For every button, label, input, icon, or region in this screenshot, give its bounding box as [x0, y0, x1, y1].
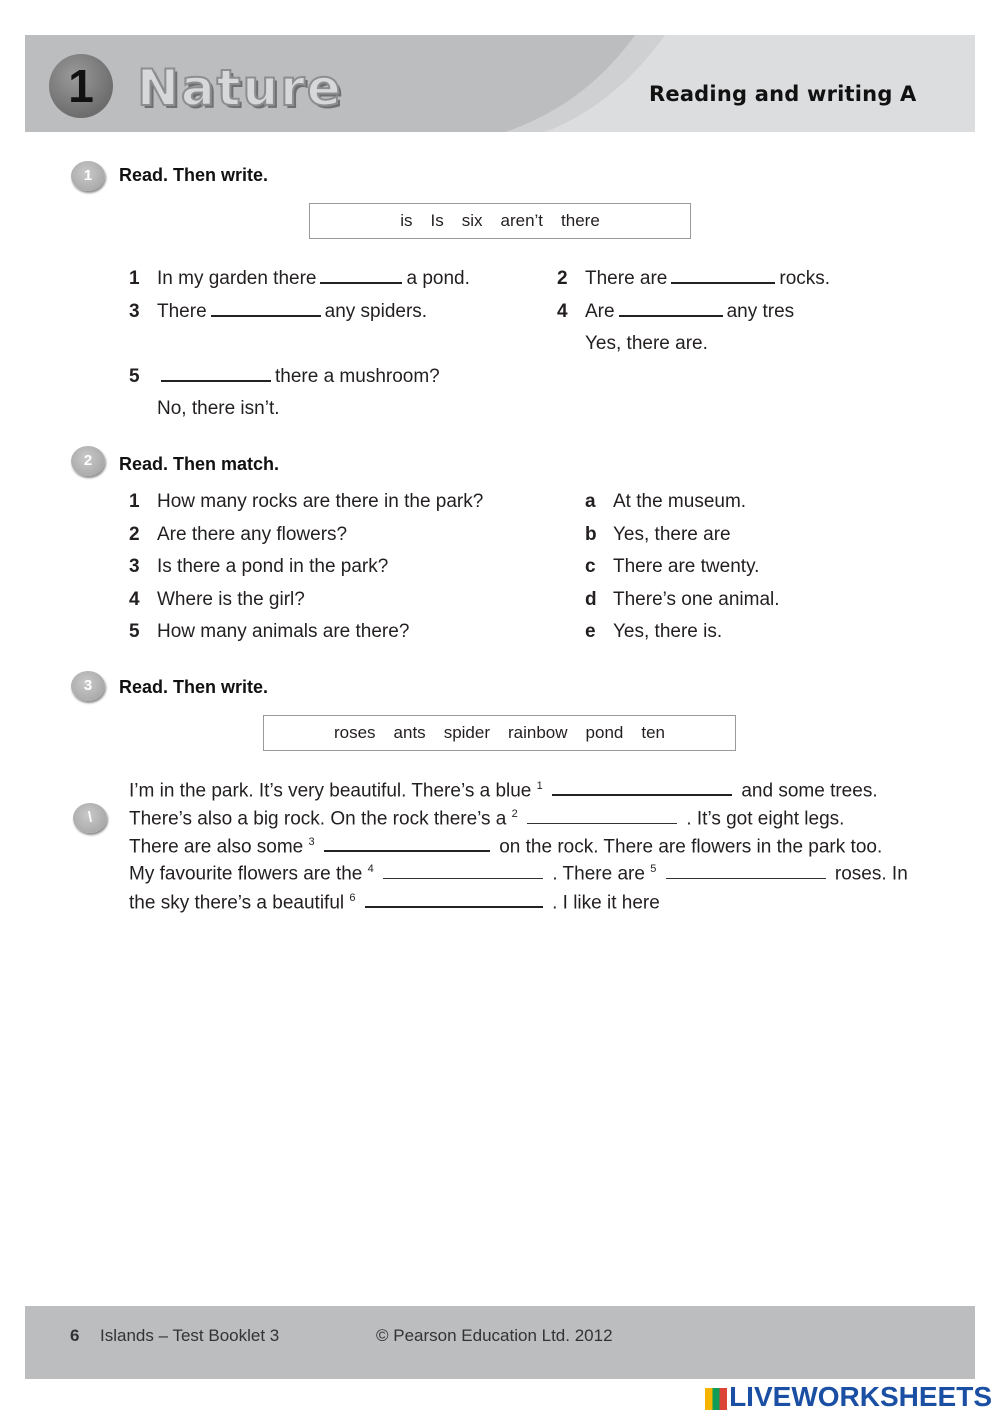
ex3-blank-1[interactable]	[552, 780, 732, 796]
passage-line-3	[129, 836, 882, 858]
answer-text: There are twenty.	[613, 556, 760, 577]
answer-letter: c	[585, 556, 596, 577]
ex1-blank-1[interactable]	[320, 268, 402, 284]
ex1-item-4-answer: Yes, there are.	[585, 333, 708, 354]
extra-badge: \	[73, 803, 107, 833]
ex3-blank-6[interactable]	[365, 892, 543, 908]
gap-number: 2	[511, 808, 518, 820]
logo-icon	[705, 1388, 727, 1410]
item-number: 2	[557, 268, 568, 289]
passage-text: There are also some	[129, 836, 304, 858]
exercise-1-instruction: Read. Then write.	[119, 165, 269, 185]
item-text: there a mushroom?	[275, 366, 440, 387]
item-number: 4	[557, 301, 568, 322]
copyright: © Pearson Education Ltd. 2012	[376, 1326, 613, 1345]
unit-number: 1	[68, 60, 94, 112]
exercise-3-instruction: Read. Then write.	[119, 677, 269, 697]
item-number: 4	[129, 589, 140, 610]
answer-letter: b	[585, 524, 597, 545]
item-text: rocks.	[779, 268, 831, 289]
ex2-answer-b[interactable]	[585, 524, 731, 546]
word-bank-item: aren’t	[500, 211, 544, 230]
item-text: There are	[585, 268, 668, 289]
ex1-item-1	[129, 268, 470, 290]
question-text: Is there a pond in the park?	[157, 556, 389, 577]
word-bank-item: ten	[641, 723, 666, 742]
ex2-question-2[interactable]	[129, 524, 347, 546]
question-text: How many rocks are there in the park?	[157, 491, 484, 512]
passage-line-1	[129, 780, 878, 802]
ex2-answer-e[interactable]	[585, 621, 722, 643]
booklet-title: Islands – Test Booklet 3	[100, 1326, 280, 1345]
ex1-item-5-answer: No, there isn’t.	[157, 398, 280, 419]
item-number: 5	[129, 621, 140, 642]
passage-text: . I like it here	[552, 892, 660, 914]
ex2-question-4[interactable]	[129, 589, 305, 611]
word-bank-item: rainbow	[508, 723, 568, 742]
word-bank-item: there	[561, 211, 600, 230]
gap-number: 5	[650, 863, 657, 875]
unit-title: Nature	[137, 59, 343, 117]
exercise-2-instruction: Read. Then match.	[119, 454, 280, 474]
ex2-answer-c[interactable]	[585, 556, 759, 578]
passage-text: and some trees.	[741, 780, 878, 802]
header-banner	[25, 35, 975, 132]
item-text: any spiders.	[324, 301, 428, 322]
ex1-item-5	[129, 366, 440, 388]
passage-text: on the rock. There are flowers in the park too.	[499, 836, 883, 858]
answer-letter: d	[585, 589, 597, 610]
gap-number: 6	[349, 892, 356, 904]
page-number: 6	[70, 1326, 80, 1345]
section-title: Reading and writing A	[649, 82, 917, 106]
word-bank-item: ants	[393, 723, 426, 742]
passage-text: I’m in the park. It’s very beautiful. There’s a blue	[129, 780, 532, 802]
word-bank-item: Is	[430, 211, 444, 230]
gap-number: 3	[308, 836, 315, 848]
question-text: Where is the girl?	[157, 589, 305, 610]
answer-text: Yes, there are	[613, 524, 731, 545]
ex3-blank-4[interactable]	[383, 864, 543, 879]
item-number: 2	[129, 524, 140, 545]
answer-letter: e	[585, 621, 596, 642]
gap-number: 1	[536, 780, 543, 792]
item-text: Are	[585, 301, 615, 322]
logo-text: LIVEWORKSHEETS	[729, 1381, 992, 1412]
answer-text: Yes, there is.	[613, 621, 723, 642]
question-text: Are there any flowers?	[157, 524, 348, 545]
ex2-question-5[interactable]	[129, 621, 409, 643]
exercise-2-badge: 2	[71, 446, 105, 476]
item-number: 1	[129, 491, 140, 512]
ex1-blank-3[interactable]	[211, 301, 321, 317]
answer-letter: a	[585, 491, 596, 512]
item-number: 3	[129, 301, 140, 322]
word-bank-item: six	[461, 211, 483, 230]
item-text: There	[157, 301, 207, 322]
exercise-1-word-bank	[309, 203, 691, 239]
exercise-3-badge: 3	[71, 671, 105, 701]
ex1-blank-2[interactable]	[671, 268, 775, 284]
ex2-question-1[interactable]	[129, 491, 483, 513]
ex1-blank-4[interactable]	[619, 301, 723, 317]
word-bank-item: is	[400, 211, 413, 230]
item-number: 5	[129, 366, 140, 387]
exercise-3-word-bank	[263, 715, 736, 751]
passage-text: the sky there’s a beautiful	[129, 892, 345, 914]
word-bank-item: pond	[585, 723, 624, 742]
item-number: 1	[129, 268, 140, 289]
answer-text: At the museum.	[613, 491, 747, 512]
word-bank-item: spider	[443, 723, 490, 742]
passage-text: . It’s got eight legs.	[686, 808, 845, 830]
answer-text: There’s one animal.	[613, 589, 780, 610]
exercise-1-badge: 1	[71, 161, 105, 191]
ex1-item-4	[557, 301, 794, 323]
passage-line-5	[129, 892, 660, 914]
item-text: In my garden there	[157, 268, 317, 289]
ex3-blank-5[interactable]	[666, 864, 826, 879]
ex3-blank-3[interactable]	[324, 836, 490, 852]
ex2-answer-d[interactable]	[585, 589, 780, 611]
gap-number: 4	[367, 863, 374, 875]
ex3-blank-2[interactable]	[527, 809, 677, 824]
passage-text: roses. In	[834, 863, 908, 885]
ex1-item-3	[129, 301, 427, 323]
passage-text: There’s also a big rock. On the rock there’s a	[129, 808, 507, 830]
ex2-question-3[interactable]	[129, 556, 388, 578]
ex1-item-2	[557, 268, 830, 290]
item-text: any tres	[726, 301, 795, 322]
ex1-blank-5[interactable]	[161, 366, 271, 382]
item-text: a pond.	[406, 268, 470, 289]
passage-text: My favourite flowers are the	[129, 863, 363, 885]
footer-bar	[25, 1306, 975, 1379]
passage-text: . There are	[552, 863, 645, 885]
word-bank-item: roses	[333, 723, 376, 742]
item-number: 3	[129, 556, 140, 577]
ex2-answer-a[interactable]	[585, 491, 746, 513]
passage-line-2	[129, 808, 844, 830]
question-text: How many animals are there?	[157, 621, 410, 642]
passage-line-4	[129, 863, 908, 885]
liveworksheets-logo[interactable]	[705, 1381, 992, 1413]
